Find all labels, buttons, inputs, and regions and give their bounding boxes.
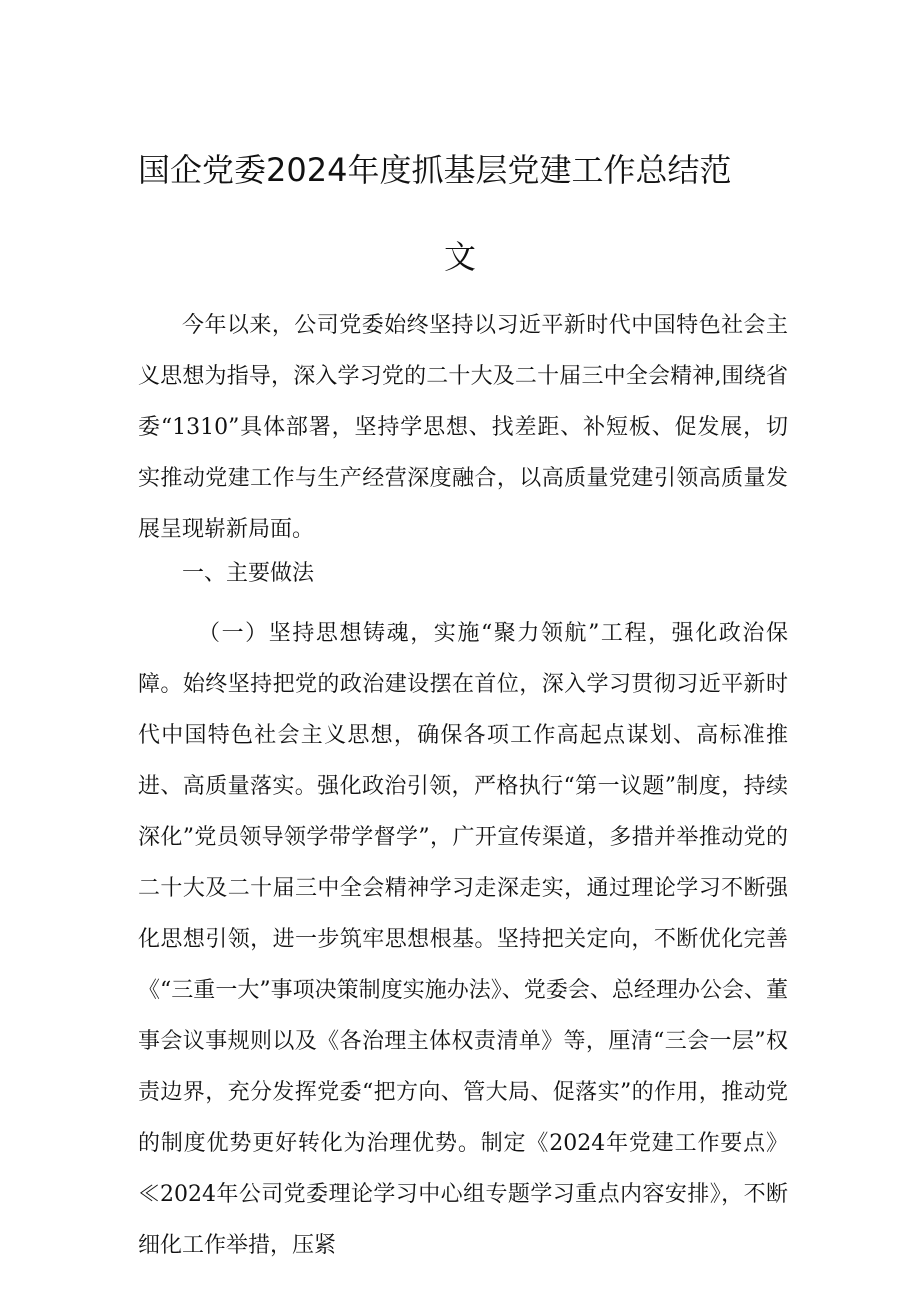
intro-paragraph: 今年以来，公司党委始终坚持以习近平新时代中国特色社会主义思想为指导，深入学习党的二十大及二十届三中全会精神,围绕省委“1310”具体部署，坚持学思想、找差距、补短板、促发展，切实推动党建工作与生产经营深度融合，以高质量党建引领高质量发展呈现崭新局面。	[138, 313, 788, 542]
document-title-line-1: 国企党委2024年度抓基层党建工作总结范	[138, 151, 732, 189]
document-title-line-2: 文	[443, 238, 476, 276]
section-paragraph: （一）坚持思想铸魂，实施“聚力领航”工程，强化政治保障。始终坚持把党的政治建设摆在首位，深入学习贯彻习近平新时代中国特色社会主义思想，确保各项工作高起点谋划、高标准推进、高质量落实。强化政治引领，严格执行“第一议题”制度，持续深化”党员领导领学带学督学”，广开宣传渠道，多措并举推动党的二十大及二十届三中全会精神学习走深走实，通过理论学习不断强化思想引领，进一步筑牢思想根基。坚持把关定向，不断优化完善《“三重一大”事项决策制度实施办法》、党委会、总经理办公会、董事会议事规则以及《各治理主体权责清单》等，厘清“三会一层”权责边界，充分发挥党委“把方向、管大局、促落实”的作用，推动党的制度优势更好转化为治理优势。制定《2024年党建工作要点》≪2024年公司党委理论学习中心组专题学习重点内容安排》，不断细化工作举措，压紧	[138, 621, 788, 1258]
section-heading: 一、主要做法	[182, 561, 315, 586]
